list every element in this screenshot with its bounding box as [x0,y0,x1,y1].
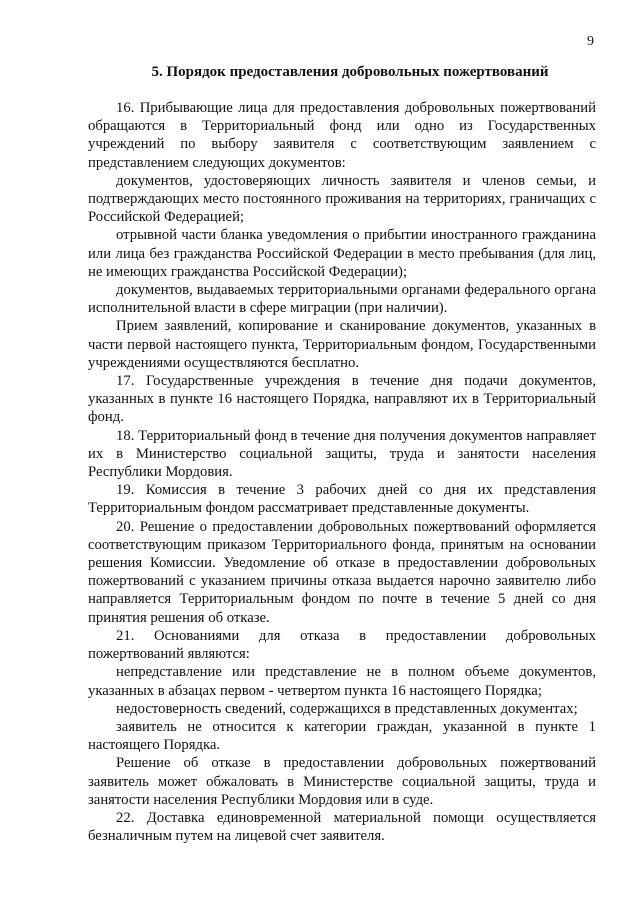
paragraph-21-intro: 21. Основаниями для отказа в предоставлении добровольных пожертвований являются: [88,627,596,663]
paragraph-16-intro: 16. Прибывающие лица для предоставления добровольных пожертвований обращаются в Территориальный фонд или одно из Государственных учреждений по выбору заявителя с соответствующим заявлением с представлением следующих документов: [88,100,596,171]
page-number: 9 [587,34,594,49]
section-title: 5. Порядок предоставления добровольных пожертвований [151,64,549,80]
paragraph-16-note: Прием заявлений, копирование и сканирование документов, указанных в части первой настоящего пункта, Территориальным фондом, Государственными учреждениями осуществляются бесплатно. [88,318,596,371]
paragraph-22: 22. Доставка единовременной материальной помощи осуществляется безналичным путем на лицевой счет заявителя. [88,809,596,845]
paragraph-20: 20. Решение о предоставлении добровольных пожертвований оформляется соответствующим приказом Территориального фонда, принятым на основании решения Комиссии. Уведомление об отказе в предоставлении добровольных пожертвований с указанием причины отказа выдается нарочно заявителю либо направляется Территориальным фондом по почте в течение 5 дней со дня принятия решения об отказе. [88,518,596,626]
paragraph-16-item-2: отрывной части бланка уведомления о прибытии иностранного гражданина или лица без гражданства Российской Федерации в место пребывания (для лиц, не имеющих гражданства Российской Федерации); [88,227,596,280]
paragraph-21-item-3: заявитель не относится к категории граждан, указанной в пункте 1 настоящего Порядка. [88,718,596,754]
paragraph-18: 18. Территориальный фонд в течение дня получения документов направляет их в Министерство социальной защиты, труда и занятости населения Республики Мордовия. [88,427,596,481]
document-body [88,99,596,845]
paragraph-21-item-1: непредставление или представление не в полном объеме документов, указанных в абзацах первом - четвертом пункта 16 настоящего Порядка; [88,664,596,699]
paragraph-19: 19. Комиссия в течение 3 рабочих дней со дня их представления Территориальным фондом рассматривает представленные документы. [88,482,596,517]
paragraph-21-item-2: недостоверность сведений, содержащихся в представленных документах; [116,700,578,717]
paragraph-16-item-3: документов, выдаваемых территориальными органами федерального органа исполнительной власти в сфере миграции (при наличии). [88,282,596,317]
paragraph-16-item-1: документов, удостоверяющих личность заявителя и членов семьи, и подтверждающих место постоянного проживания на территориях, граничащих с Российской Федерацией; [88,172,596,226]
paragraph-17: 17. Государственные учреждения в течение дня подачи документов, указанных в пункте 16 настоящего Порядка, направляют их в Территориальный фонд. [88,373,596,426]
paragraph-21-appeal: Решение об отказе в предоставлении добровольных пожертвований заявитель может обжаловать в Министерстве социальной защиты, труда и занятости населения Республики Мордовия или в суде. [88,755,596,808]
